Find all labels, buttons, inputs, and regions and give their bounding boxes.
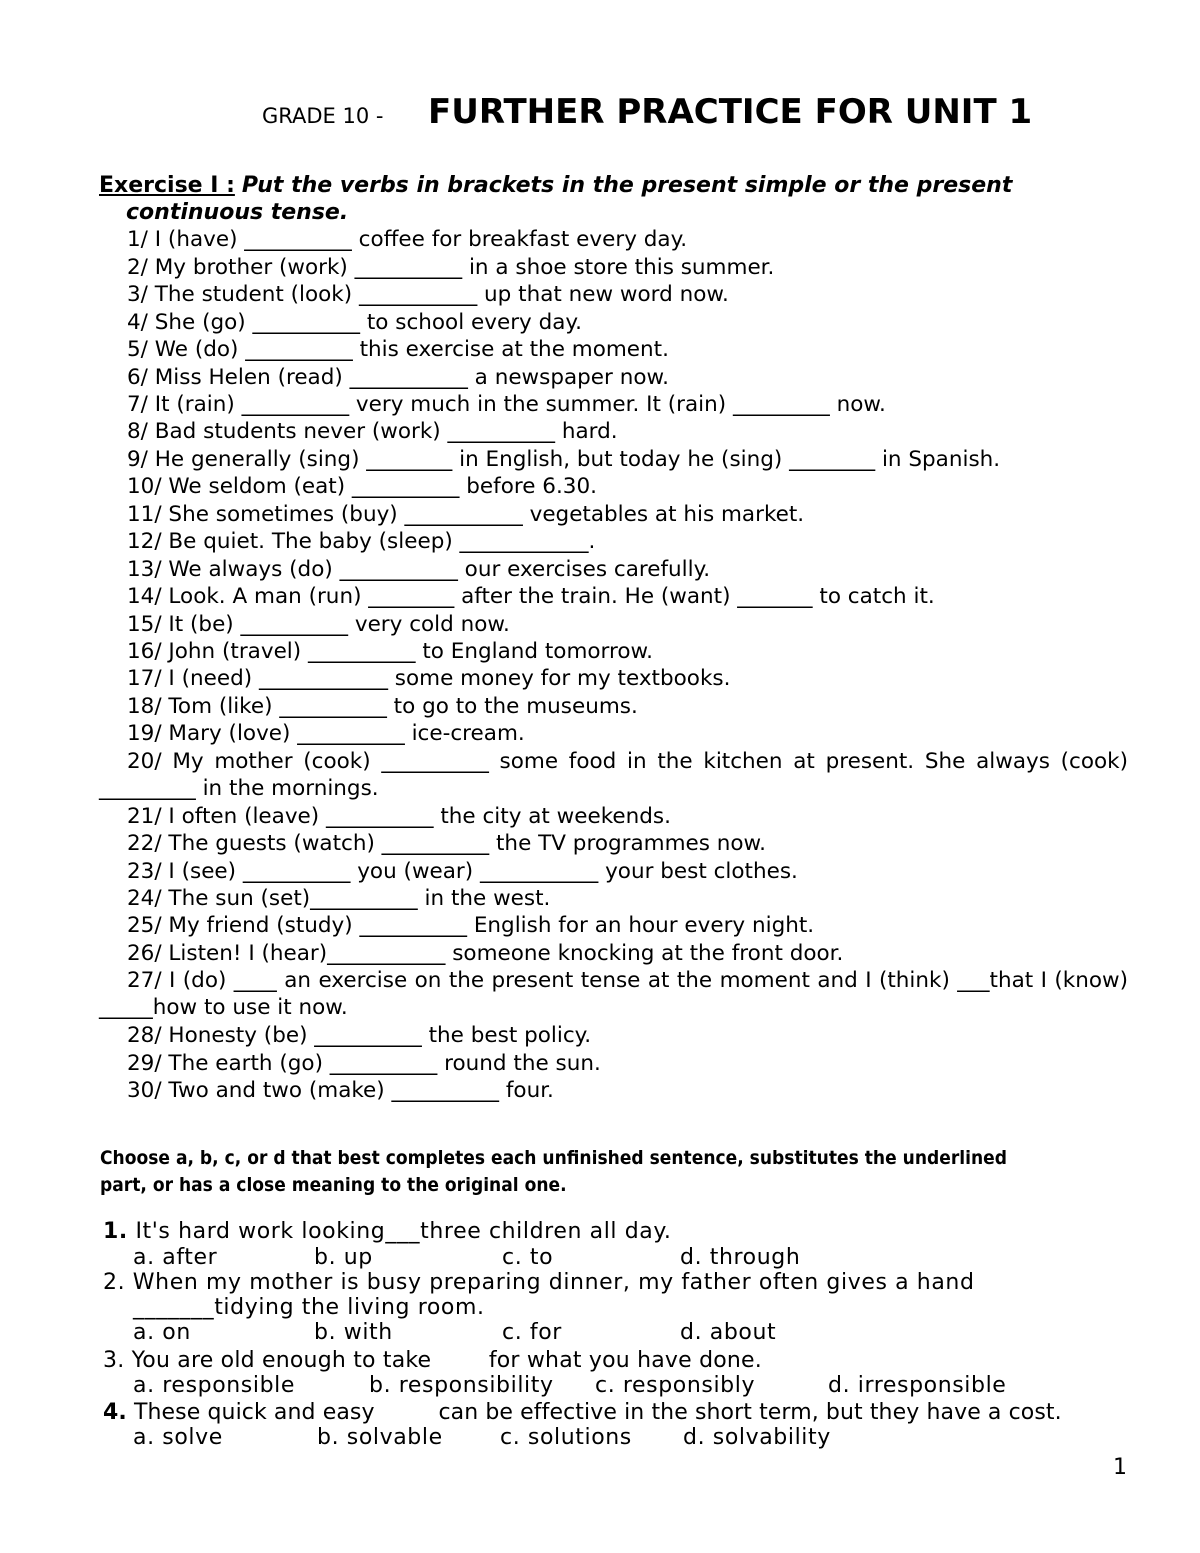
question-text: It's hard work looking___three children all day. xyxy=(135,1219,672,1244)
option-a: a. responsible xyxy=(133,1373,295,1398)
exercise1-item: 9/ He generally (sing) ________ in English, but today he (sing) ________ in Spanish. xyxy=(127,447,1001,472)
question-number: 1. xyxy=(103,1219,128,1244)
question-number: 4. xyxy=(103,1400,127,1425)
exercise1-item: 7/ It (rain) __________ very much in the summer. It (rain) _________ now. xyxy=(127,392,886,417)
question-options xyxy=(0,1425,1100,1451)
exercise1-item: 17/ I (need) ____________ some money for my textbooks. xyxy=(127,666,731,691)
page-title: FURTHER PRACTICE FOR UNIT 1 xyxy=(428,92,1033,132)
exercise1-label: Exercise I : xyxy=(99,173,235,198)
option-c: c. responsibly xyxy=(595,1373,756,1398)
exercise1-heading xyxy=(99,172,1128,226)
exercise1-item: 20/ My mother (cook) __________ some food in the kitchen at present. She always (cook) _________ in the mornings. xyxy=(99,749,1128,801)
option-d: d. solvability xyxy=(683,1425,831,1450)
question-text-cont: _______tidying the living room. xyxy=(133,1295,485,1320)
exercise1-item: 8/ Bad students never (work) __________ hard. xyxy=(127,419,618,444)
exercise1-item: 15/ It (be) __________ very cold now. xyxy=(127,612,510,637)
question-options xyxy=(0,1245,1100,1271)
exercise1-item: 28/ Honesty (be) __________ the best policy. xyxy=(127,1023,592,1048)
exercise1-item: 10/ We seldom (eat) __________ before 6.30. xyxy=(127,474,597,499)
exercise1-item: 30/ Two and two (make) __________ four. xyxy=(127,1078,554,1103)
option-b: b. up xyxy=(314,1245,373,1270)
option-d: d. through xyxy=(680,1245,801,1270)
option-c: c. solutions xyxy=(500,1425,632,1450)
question-stem xyxy=(103,1270,975,1296)
question-text: When my mother is busy preparing dinner, my father often gives a hand xyxy=(132,1270,975,1295)
question-stem xyxy=(103,1219,671,1245)
question-number: 2. xyxy=(103,1270,126,1295)
exercise1-item: 22/ The guests (watch) __________ the TV programmes now. xyxy=(127,831,767,856)
option-b: b. with xyxy=(314,1320,393,1345)
exercise1-item: 14/ Look. A man (run) ________ after the train. He (want) _______ to catch it. xyxy=(127,584,935,609)
page-number: 1 xyxy=(1113,1455,1127,1480)
question-number: 3. xyxy=(103,1348,125,1373)
option-d: d. irresponsible xyxy=(828,1373,1007,1398)
exercise1-item: 11/ She sometimes (buy) ___________ vegetables at his market. xyxy=(127,502,805,527)
option-b: b. solvable xyxy=(317,1425,443,1450)
exercise1-item: 19/ Mary (love) __________ ice-cream. xyxy=(127,721,525,746)
exercise1-item: 12/ Be quiet. The baby (sleep) ____________. xyxy=(127,529,596,554)
exercise1-item: 26/ Listen! I (hear)___________ someone knocking at the front door. xyxy=(127,941,844,966)
exercise1-item: 2/ My brother (work) __________ in a shoe store this summer. xyxy=(127,255,775,280)
exercise1-item: 21/ I often (leave) __________ the city at weekends. xyxy=(127,804,671,829)
exercise2-instruction: Choose a, b, c, or d that best completes each unfinished sentence, substitutes the underlined part, or has a close meaning to the original one. xyxy=(100,1147,1008,1196)
option-d: d. about xyxy=(680,1320,777,1345)
exercise1-item: 5/ We (do) __________ this exercise at the moment. xyxy=(127,337,669,362)
question-options xyxy=(0,1373,1100,1399)
exercise1-instruction: Put the verbs in brackets in the present simple or the present xyxy=(241,173,1013,198)
exercise1-item: 6/ Miss Helen (read) ___________ a newspaper now. xyxy=(127,365,669,390)
exercise1-item: 25/ My friend (study) __________ English for an hour every night. xyxy=(127,913,815,938)
option-c: c. for xyxy=(502,1320,562,1345)
option-a: a. on xyxy=(133,1320,191,1345)
exercise1-item: 13/ We always (do) ___________ our exercises carefully. xyxy=(127,557,711,582)
option-b: b. responsibility xyxy=(369,1373,554,1398)
exercise1-instruction-cont: continuous tense. xyxy=(126,200,349,225)
question-stem xyxy=(103,1348,762,1374)
grade-label: GRADE 10 - xyxy=(262,104,384,128)
exercise1-item: 3/ The student (look) ___________ up that new word now. xyxy=(127,282,729,307)
exercise1-item: 29/ The earth (go) __________ round the sun. xyxy=(127,1051,601,1076)
question-stem xyxy=(103,1400,1062,1426)
exercise1-item: 23/ I (see) __________ you (wear) ___________ your best clothes. xyxy=(127,859,798,884)
option-a: a. after xyxy=(133,1245,218,1270)
option-a: a. solve xyxy=(133,1425,223,1450)
option-c: c. to xyxy=(502,1245,554,1270)
exercise1-item: 4/ She (go) __________ to school every day. xyxy=(127,310,582,335)
exercise1-item: 27/ I (do) ____ an exercise on the present tense at the moment and I (think) ___that I (know) _____how to use it now. xyxy=(99,968,1128,1020)
exercise1-item: 16/ John (travel) __________ to England tomorrow. xyxy=(127,639,653,664)
exercise1-item: 1/ I (have) __________ coffee for breakfast every day. xyxy=(127,227,688,252)
exercise1-item: 18/ Tom (like) __________ to go to the museums. xyxy=(127,694,638,719)
question-options xyxy=(0,1320,1100,1346)
exercise1-item: 24/ The sun (set)__________ in the west. xyxy=(127,886,551,911)
question-text: You are old enough to take for what you have done. xyxy=(131,1348,762,1373)
question-text: These quick and easy can be effective in the short term, but they have a cost. xyxy=(133,1400,1062,1425)
